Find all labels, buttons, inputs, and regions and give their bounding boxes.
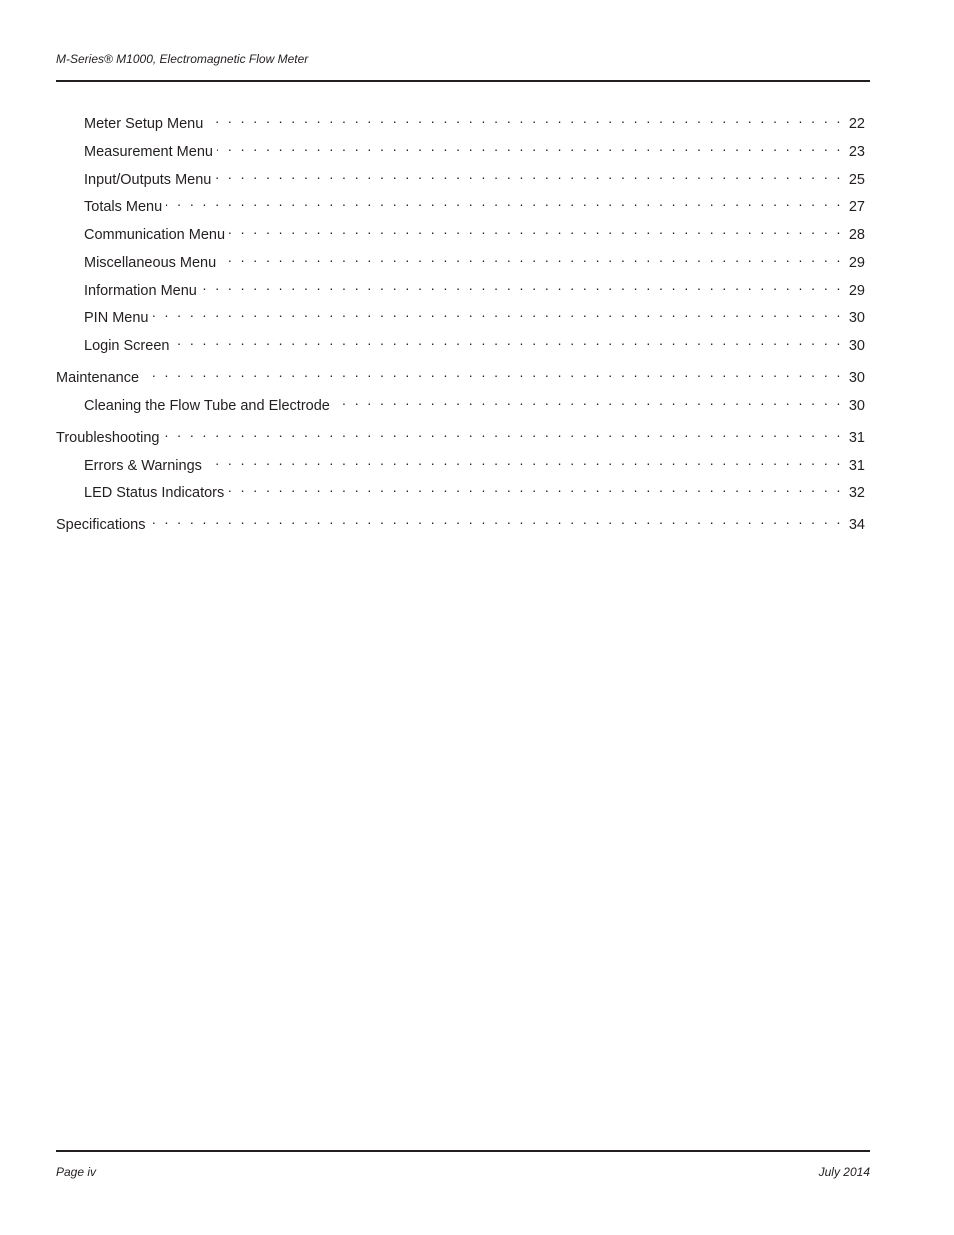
toc-entry-title: Troubleshooting <box>56 430 160 446</box>
dot-leader <box>217 136 843 156</box>
toc-entry-maintenance[interactable] <box>56 362 865 386</box>
toc-entry-title: Meter Setup Menu <box>84 116 204 132</box>
dot-leader <box>166 191 843 211</box>
dot-leader <box>215 164 843 184</box>
toc-entry-title: Errors & Warnings <box>84 458 202 474</box>
dot-leader <box>201 275 843 295</box>
toc-entry-specifications[interactable] <box>56 509 865 533</box>
toc-entry-page: 23 <box>848 144 865 160</box>
dot-leader <box>228 477 843 497</box>
toc-entry-title: Measurement Menu <box>84 144 213 160</box>
dot-leader <box>229 219 843 239</box>
toc-entry-page: 22 <box>848 116 865 132</box>
toc-entry-totals-menu[interactable] <box>84 191 865 215</box>
toc-entry-page: 31 <box>848 458 865 474</box>
toc-entry-title: PIN Menu <box>84 310 149 326</box>
toc-entry-page: 30 <box>848 370 865 386</box>
toc-entry-page: 30 <box>848 310 865 326</box>
toc-entry-measurement-menu[interactable] <box>84 136 865 160</box>
running-header: M-Series® M1000, Electromagnetic Flow Meter <box>56 52 309 66</box>
toc-entry-title: Totals Menu <box>84 199 163 215</box>
toc-entry-title: LED Status Indicators <box>84 485 225 501</box>
toc-entry-title: Communication Menu <box>84 227 226 243</box>
toc-entry-title: Specifications <box>56 517 146 533</box>
toc-entry-pin-menu[interactable] <box>84 302 865 326</box>
toc-entry-miscellaneous-menu[interactable] <box>84 247 865 271</box>
toc-entry-input-outputs-menu[interactable] <box>84 164 865 188</box>
toc-entry-errors-warnings[interactable] <box>84 450 865 474</box>
dot-leader <box>143 362 843 382</box>
publication-date: July 2014 <box>818 1165 870 1179</box>
toc-entry-title: Cleaning the Flow Tube and Electrode <box>84 398 330 414</box>
header-rule <box>56 80 870 82</box>
dot-leader <box>163 422 842 442</box>
dot-leader <box>152 302 842 322</box>
footer-rule <box>56 1150 870 1152</box>
toc-entry-page: 31 <box>848 430 865 446</box>
toc-entry-title: Input/Outputs Menu <box>84 172 212 188</box>
toc-entry-page: 30 <box>848 398 865 414</box>
toc-entry-communication-menu[interactable] <box>84 219 865 243</box>
toc-entry-cleaning-flow-tube[interactable] <box>84 390 865 414</box>
toc-entry-page: 32 <box>848 485 865 501</box>
toc-entry-title: Information Menu <box>84 283 197 299</box>
toc-entry-page: 28 <box>848 227 865 243</box>
toc-entry-title: Maintenance <box>56 370 140 386</box>
toc-entry-information-menu[interactable] <box>84 275 865 299</box>
toc-entry-page: 30 <box>848 338 865 354</box>
toc-entry-page: 27 <box>848 199 865 215</box>
dot-leader <box>149 509 842 529</box>
dot-leader <box>207 108 843 128</box>
dot-leader <box>206 450 843 470</box>
toc-entry-page: 34 <box>848 517 865 533</box>
dot-leader <box>220 247 843 267</box>
toc-entry-meter-setup-menu[interactable] <box>84 108 865 132</box>
page-number: Page iv <box>56 1165 97 1179</box>
toc-entry-page: 29 <box>848 255 865 271</box>
toc-entry-page: 25 <box>848 172 865 188</box>
toc-entry-login-screen[interactable] <box>84 330 865 354</box>
toc-entry-page: 29 <box>848 283 865 299</box>
toc-entry-led-status-indicators[interactable] <box>84 477 865 501</box>
toc-entry-title: Login Screen <box>84 338 170 354</box>
dot-leader <box>334 390 843 410</box>
toc-entry-troubleshooting[interactable] <box>56 422 865 446</box>
toc-entry-title: Miscellaneous Menu <box>84 255 217 271</box>
dot-leader <box>173 330 842 350</box>
